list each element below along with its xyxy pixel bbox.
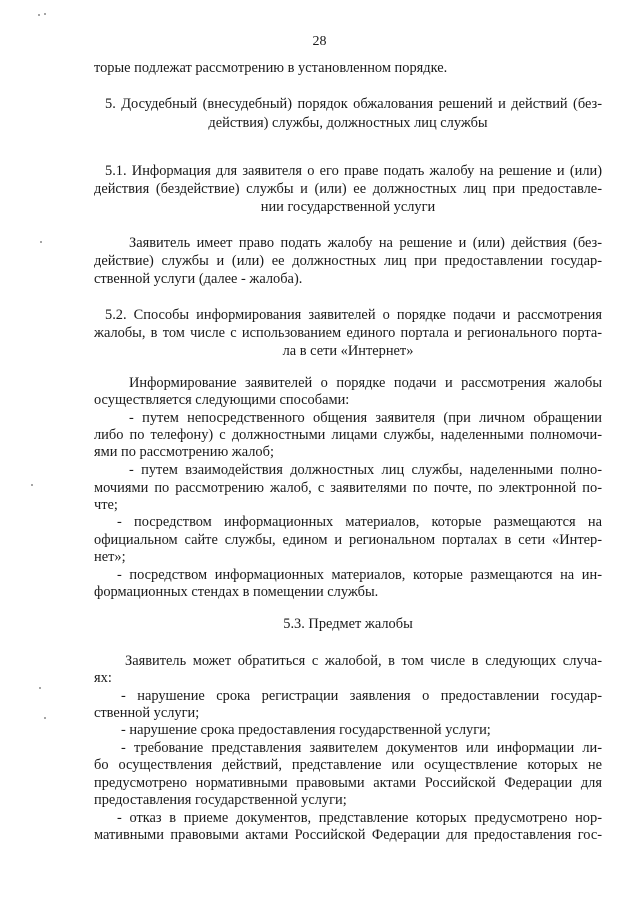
section-heading: 5. Досудебный (внесудебный) порядок обжалования решений и действий (без- xyxy=(105,96,602,112)
list-item: - нарушение срока регистрации заявления о предоставлении государ- xyxy=(121,688,602,704)
list-item: ственной услуги; xyxy=(94,705,200,721)
subsection-heading: 5.2. Способы информирования заявителей о порядке подачи и рассмотрения xyxy=(105,307,602,323)
list-item: бо осуществления действий, представление или осуществление которых не xyxy=(94,757,602,773)
scan-speck xyxy=(44,717,46,719)
list-item: - отказ в приеме документов, представление которых предусмотрено нор- xyxy=(117,810,602,826)
paragraph-line: Заявитель может обратиться с жалобой, в том числе в следующих случа- xyxy=(125,653,602,669)
list-item: чте; xyxy=(94,497,118,513)
scan-speck xyxy=(39,687,41,689)
paragraph-line: осуществляется следующими способами: xyxy=(94,392,350,408)
paragraph-line: ях: xyxy=(94,670,112,686)
subsection-heading: действия (бездействие) службы и (или) ее должностных лиц при предоставле- xyxy=(94,181,602,197)
paragraph-line: Информирование заявителей о порядке подачи и рассмотрения жалобы xyxy=(129,375,602,391)
scan-speck xyxy=(38,14,40,16)
list-item: формационных стендах в помещении службы. xyxy=(94,584,379,600)
page-number: 28 xyxy=(312,34,327,49)
subsection-heading: нии государственной услуги xyxy=(260,199,436,215)
list-item: ями по рассмотрению жалоб; xyxy=(94,444,274,460)
list-item: - требование представления заявителем документов или информации ли- xyxy=(121,740,602,756)
paragraph-line: действие) службы и (или) ее должностных лиц при предоставлении государ- xyxy=(94,253,602,269)
scan-speck xyxy=(44,13,46,15)
list-item: официальном сайте службы, едином и региональном порталах в сети «Интер- xyxy=(94,532,602,548)
subsection-heading: жалобы, в том числе с использованием единого портала и регионального порта- xyxy=(94,325,602,341)
scan-speck xyxy=(40,241,42,243)
list-item: - путем непосредственного общения заявителя (при личном обращении xyxy=(129,410,602,426)
list-item: - посредством информационных материалов, которые размещаются на xyxy=(117,514,602,530)
list-item: - посредством информационных материалов, которые размещаются на ин- xyxy=(117,567,602,583)
section-heading: действия) службы, должностных лиц службы xyxy=(208,115,488,131)
scan-speck xyxy=(31,484,33,486)
list-item: предоставления государственной услуги; xyxy=(94,792,347,808)
list-item: нет»; xyxy=(94,549,126,565)
list-item: - нарушение срока предоставления государственной услуги; xyxy=(121,722,491,738)
list-item: мативными правовыми актами Российской Федерации для предоставления гос- xyxy=(94,827,602,843)
list-item: либо по телефону) с должностными лицами службы, наделенными полномочи- xyxy=(94,427,602,443)
subsection-heading: 5.3. Предмет жалобы xyxy=(283,616,413,632)
subsection-heading: ла в сети «Интернет» xyxy=(282,343,414,359)
subsection-heading: 5.1. Информация для заявителя о его праве подать жалобу на решение и (или) xyxy=(105,163,602,179)
paragraph-line: Заявитель имеет право подать жалобу на решение и (или) действия (без- xyxy=(129,235,602,251)
paragraph-line: ственной услуги (далее - жалоба). xyxy=(94,271,303,287)
list-item: мочиями по рассмотрению жалоб, с заявителями по почте, по электронной по- xyxy=(94,480,602,496)
list-item: предусмотрено нормативными правовыми актами Российской Федерации для xyxy=(94,775,602,791)
text-line: торые подлежат рассмотрению в установленном порядке. xyxy=(94,60,448,76)
list-item: - путем взаимодействия должностных лиц службы, наделенными полно- xyxy=(129,462,602,478)
